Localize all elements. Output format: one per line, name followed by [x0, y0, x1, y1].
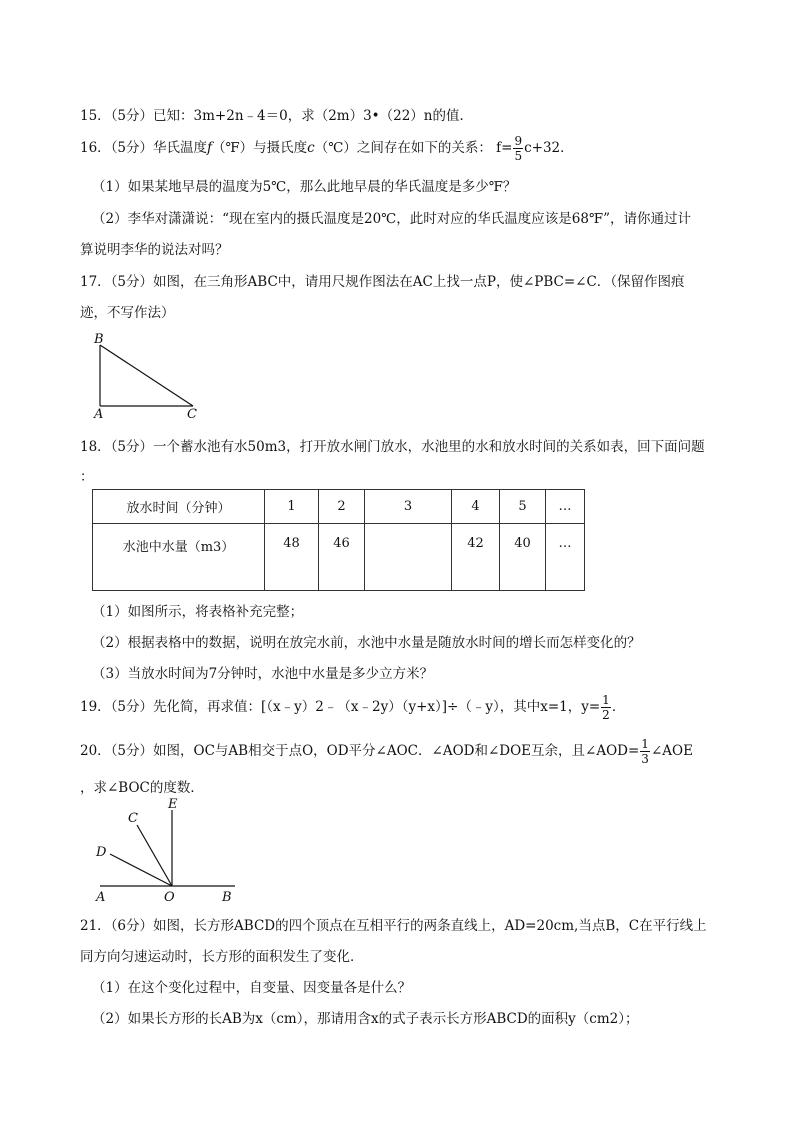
table-header-time: 放水时间（分钟）: [93, 490, 265, 524]
question-18: [80, 435, 705, 455]
question-number: 18．: [80, 439, 111, 455]
label-c: C: [128, 811, 138, 826]
question-text-after: ∠AOE: [650, 743, 693, 759]
label-d: D: [96, 845, 107, 860]
fraction-1-2: [601, 694, 611, 721]
table-cell: …: [546, 524, 585, 591]
table-cell: 42: [452, 524, 500, 591]
question-text: （6分）如图，长方形ABCD的四个顶点在互相平行的两条直线上，AD=20cm,当点B，C在平行线上: [110, 918, 707, 934]
label-b: B: [222, 890, 232, 905]
question-text: （5分）先化简，再求值：[（x﹣y）2﹣（x﹣2y）（y+x）]÷（﹣y），其中x=1，y=: [110, 699, 601, 715]
fraction-numerator: 1: [641, 737, 649, 751]
question-17: [80, 270, 685, 290]
label-b: B: [94, 332, 104, 347]
table-row: [93, 524, 585, 591]
question-18-part-1: （1）如图所示，将表格补充完整；: [92, 604, 304, 620]
table-row: [93, 490, 585, 524]
question-18-part-2: （2）根据表格中的数据，说明在放完水前，水池中水量是随放水时间的增长而怎样变化的？: [92, 635, 641, 651]
table-cell: 3: [365, 490, 452, 524]
label-a: A: [96, 890, 106, 905]
question-number: 15．: [80, 108, 111, 124]
question-19: [80, 694, 625, 721]
question-21-part-1: （1）在这个变化过程中，自变量、因变量各是什么？: [92, 980, 412, 996]
table-cell: 1: [265, 490, 319, 524]
fraction-denominator: 3: [641, 752, 649, 766]
formula-right: c+32．: [524, 140, 574, 156]
question-number: 21．: [80, 918, 111, 934]
question-number: 16．: [80, 140, 111, 156]
label-a: A: [94, 407, 104, 420]
triangle-abc-figure: [88, 328, 218, 420]
side-bc: [100, 345, 193, 406]
question-16-part-2-line-2: 算说明李华的说法对吗？: [80, 242, 229, 258]
question-18-line-2: ：: [80, 469, 94, 485]
table-cell: …: [546, 490, 585, 524]
formula-left: f=: [496, 140, 513, 156]
question-20: [80, 738, 693, 765]
table-cell: 46: [319, 524, 365, 591]
fraction-numerator: 1: [602, 693, 610, 707]
question-stem-end: （℃）之间存在如下的关系：: [314, 140, 492, 156]
question-21: [80, 914, 707, 934]
label-c: C: [187, 407, 197, 420]
question-18-part-3: （3）当放水时间为7分钟时，水池中水量是多少立方米？: [92, 666, 434, 682]
question-20-line-2: ，求∠BOC的度数．: [80, 780, 204, 796]
table-cell: 48: [265, 524, 319, 591]
variable-c: c: [307, 140, 315, 156]
label-e: E: [168, 797, 178, 812]
table-cell: 4: [452, 490, 500, 524]
table-cell-blank: [365, 524, 452, 591]
question-number: 17．: [80, 274, 111, 290]
question-21-line-2: 同方向匀速运动时，长方形的面积发生了变化．: [80, 949, 364, 965]
fraction-1-3: [640, 738, 650, 765]
table-cell: 40: [500, 524, 546, 591]
question-text: （5分）如图，在三角形ABC中，请用尺规作图法在AC上找一点P，使∠PBC=∠C．（保留作图痕: [110, 274, 685, 290]
formula: [496, 134, 574, 163]
question-number: 20．: [80, 743, 111, 759]
question-stem-mid: （℉）与摄氏度: [212, 140, 308, 156]
question-16-part-1: （1）如果某地早晨的温度为5℃，那么此地早晨的华氏温度是多少℉？: [92, 179, 517, 195]
question-text: （5分）已知：3m+2n﹣4＝0，求（2m）3•（22）n的值．: [110, 108, 474, 124]
question-15: [80, 104, 473, 124]
question-17-line-2: 迹，不写作法）: [80, 305, 175, 321]
question-end: ．: [611, 699, 626, 715]
table-cell: 5: [500, 490, 546, 524]
question-stem: （5分）华氏温度: [110, 140, 208, 156]
question-16-part-2-line-1: （2）李华对潇潇说：“现在室内的摄氏温度是20℃，此时对应的华氏温度应该是68℉”，请你通过计: [92, 211, 691, 227]
question-text: （5分）如图，OC与AB相交于点O，OD平分∠AOC．∠AOD和∠DOE互余，且∠AOD=: [110, 743, 640, 759]
fraction-denominator: 5: [514, 149, 523, 163]
question-21-part-2: （2）如果长方形的长AB为x（cm），那请用含x的式子表示长方形ABCD的面积y（cm2）；: [92, 1011, 639, 1027]
table-cell: 2: [319, 490, 365, 524]
variable-f: f: [207, 140, 213, 156]
question-number: 19．: [80, 699, 111, 715]
fraction-numerator: 9: [514, 134, 523, 148]
angle-figure: [90, 796, 250, 906]
question-text: （5分）一个蓄水池有水50m3，打开放水闸门放水，水池里的水和放水时间的关系如表，回下面问题: [110, 439, 705, 455]
table-header-volume: 水池中水量（m3）: [93, 524, 265, 591]
label-o: O: [164, 890, 175, 905]
fraction-9-5: [513, 135, 523, 162]
water-volume-table: [92, 489, 585, 591]
question-16: [80, 135, 574, 162]
fraction-denominator: 2: [602, 708, 610, 722]
